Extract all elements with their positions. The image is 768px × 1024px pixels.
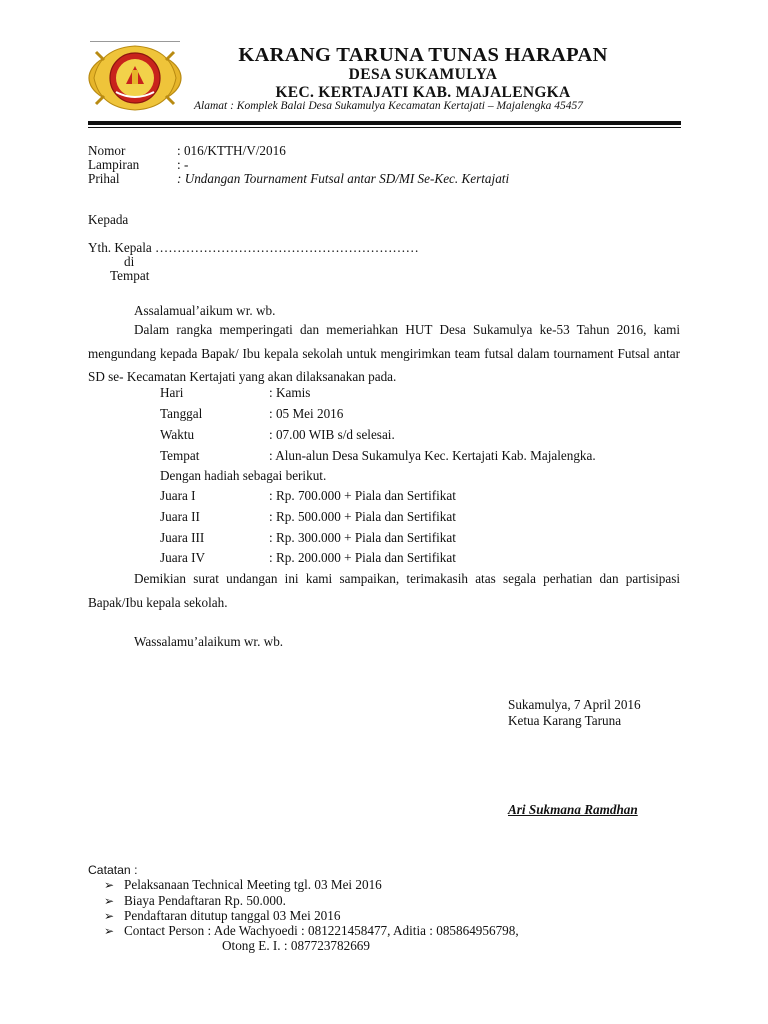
meta-label-nomor: Nomor [88, 143, 126, 158]
notes-item: Pendaftaran ditutup tanggal 03 Mei 2016 [124, 908, 341, 923]
closing-paragraph: Demikian surat undangan ini kami sampaikan, terimakasih atas segala perhatian dan partisipasi Bapak/Ibu kepala sekolah. [88, 571, 680, 610]
notes-item: Biaya Pendaftaran Rp. 50.000. [124, 893, 286, 908]
farewell: Wassalamu’alaikum wr. wb. [134, 634, 284, 649]
notes-continuation: Otong E. I. : 087723782669 [222, 938, 370, 953]
meta-value-lampiran: : - [177, 157, 189, 172]
schedule-value: : Kamis [269, 385, 311, 400]
prize-label: Juara II [160, 509, 200, 524]
notes-item: Contact Person : Ade Wachyoedi : 081221458477, Aditia : 085864956798, [124, 923, 519, 938]
notes-item: Pelaksanaan Technical Meeting tgl. 03 Mei 2016 [124, 877, 382, 892]
bullet-arrow-icon: ➢ [104, 909, 115, 923]
recipient-yth: Yth. Kepala …………………………………………………… [88, 240, 419, 255]
schedule-label: Tanggal [160, 406, 203, 421]
invitation-paragraph: Dalam rangka memperingati dan memeriahkan HUT Desa Sukamulya ke-53 Tahun 2016, kami mengundang kepada Bapak/ Ibu kepala sekolah untuk mengirimkan team futsal dalam tournament Futsal antar SD se- Kecamatan Kertajati yang akan dilaksanakan pada. [88, 322, 680, 384]
header-divider-thick [88, 121, 681, 125]
greeting: Assalamual’aikum wr. wb. [134, 303, 276, 318]
schedule-label: Tempat [160, 448, 200, 463]
schedule-value: : 07.00 WIB s/d selesai. [269, 427, 395, 442]
village-name: DESA SUKAMULYA [348, 66, 498, 83]
recipient-tempat: Tempat [110, 268, 150, 283]
bullet-arrow-icon: ➢ [104, 878, 115, 892]
prize-value: : Rp. 700.000 + Piala dan Sertifikat [269, 488, 456, 503]
recipient-kepada: Kepada [88, 212, 129, 227]
signature-name: Ari Sukmana Ramdhan [508, 802, 638, 817]
prize-label: Juara I [160, 488, 196, 503]
karang-taruna-logo-emblem [86, 40, 184, 116]
org-name: KARANG TARUNA TUNAS HARAPAN [238, 44, 608, 66]
prize-value: : Rp. 500.000 + Piala dan Sertifikat [269, 509, 456, 524]
recipient-di: di [124, 254, 135, 269]
schedule-value: : Alun-alun Desa Sukamulya Kec. Kertajati Kab. Majalengka. [269, 448, 596, 463]
notes-title: Catatan : [88, 863, 138, 877]
prize-value: : Rp. 300.000 + Piala dan Sertifikat [269, 530, 456, 545]
signature-position: Ketua Karang Taruna [508, 713, 622, 728]
bullet-arrow-icon: ➢ [104, 894, 115, 908]
meta-label-lampiran: Lampiran [88, 157, 140, 172]
meta-value-prihal: : Undangan Tournament Futsal antar SD/MI Se-Kec. Kertajati [177, 171, 510, 186]
district-name: KEC. KERTAJATI KAB. MAJALENGKA [275, 84, 571, 101]
schedule-label: Hari [160, 385, 184, 400]
address-line: Alamat : Komplek Balai Desa Sukamulya Kecamatan Kertajati – Majalengka 45457 [194, 100, 584, 112]
prize-value: : Rp. 200.000 + Piala dan Sertifikat [269, 550, 456, 565]
signature-place-date: Sukamulya, 7 April 2016 [508, 697, 641, 712]
meta-label-prihal: Prihal [88, 171, 120, 186]
header-divider-thin [88, 127, 681, 128]
schedule-value: : 05 Mei 2016 [269, 406, 344, 421]
meta-value-nomor: : 016/KTTH/V/2016 [177, 143, 286, 158]
prize-label: Juara IV [160, 550, 206, 565]
prize-intro: Dengan hadiah sebagai berikut. [160, 468, 327, 483]
schedule-label: Waktu [160, 427, 195, 442]
prize-label: Juara III [160, 530, 205, 545]
bullet-arrow-icon: ➢ [104, 924, 115, 938]
